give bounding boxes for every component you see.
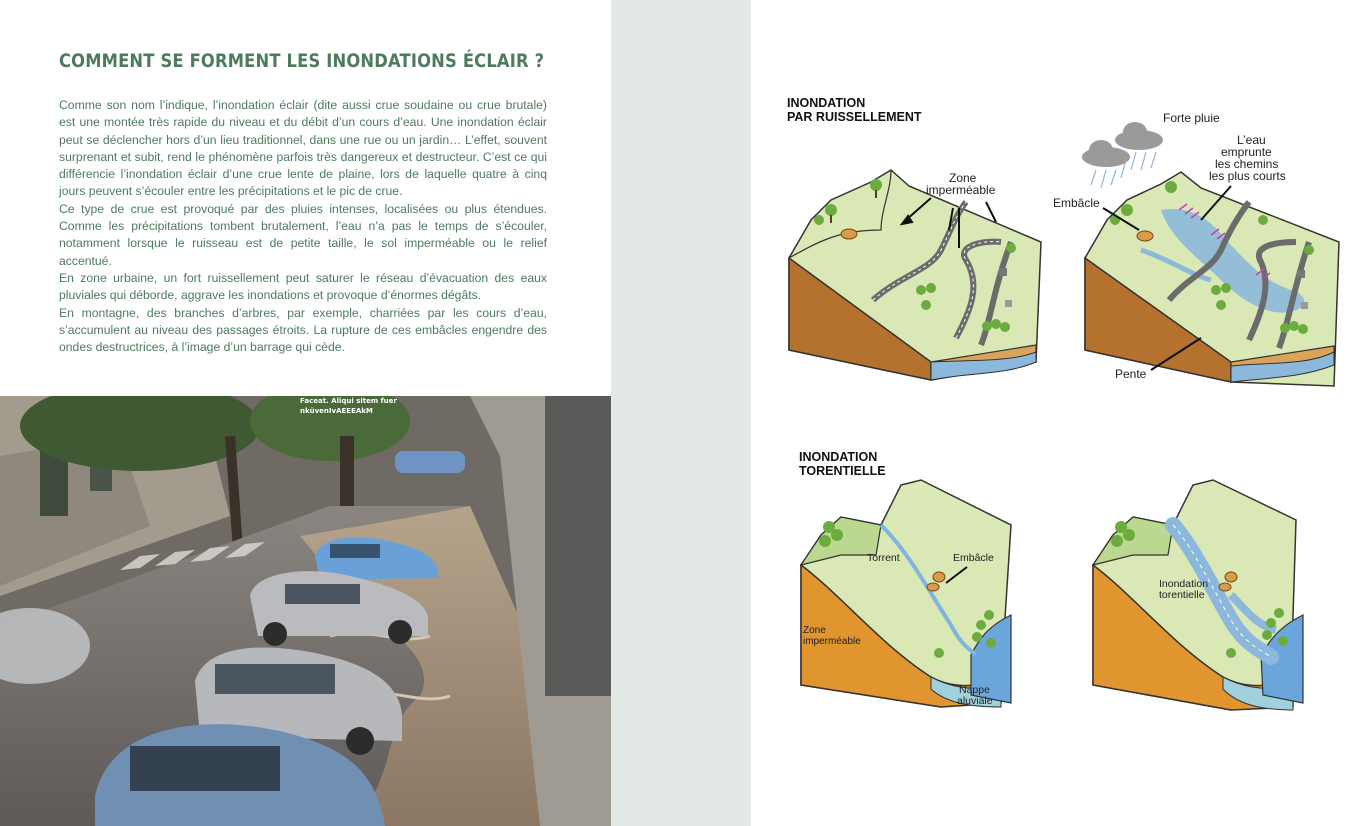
nappe-line2: aluviale [957,695,993,707]
forte-pluie-label: Forte pluie [1163,111,1220,125]
inondation-torentielle-line1: Inondation [1159,578,1209,590]
torentielle-before-svg [781,445,1051,735]
zone-impermeable-line1: Zone [949,171,977,185]
nappe-line1: Nappe [959,684,990,696]
torentielle-heading-line2: TORENTIELLE [799,464,886,478]
paragraph-3: En zone urbaine, un fort ruissellement peut saturer le réseau d’évacuation des eaux pluviales qui déborde, aggrave les inondations et provoque d’énormes dégâts. [59,270,547,303]
article-body [59,97,547,356]
ruissellement-before-svg [781,90,1051,390]
paragraph-4: En montagne, des branches d’arbres, par exemple, charriées par les cours d’eau, s’accumulent au niveau des passages étroits. La rupture de ces embâcles engendre des ondes destructrices, à l’image d’un barrage qui cède. [59,305,547,355]
left-page [0,0,611,826]
ruissellement-heading-line1: INONDATION [787,96,866,110]
eau-line4: les plus courts [1209,169,1286,183]
diagram-torentielle-before [781,445,1051,735]
photo-overlay-line2: nküvenIvAEEEAkM [300,407,373,415]
car-blue-far [395,451,465,473]
photo-overlay-line1: Faceat. Aliqui sitem fuer [300,397,397,405]
eau-line3: les chemins [1215,157,1279,171]
zone-imper-line1: Zone [803,625,826,636]
torentielle-heading-line1: INONDATION [799,450,878,464]
ruissellement-after-svg [1051,90,1351,390]
embacle-label: Embâcle [1053,196,1100,210]
article-title: COMMENT SE FORMENT LES INONDATIONS ÉCLAIR ? [59,50,545,72]
zone-impermeable-line2: imperméable [926,183,996,197]
zone-imper-line2: imperméable [803,636,861,647]
pente-label: Pente [1115,367,1147,381]
paragraph-1: Comme son nom l’indique, l’inondation éclair (dite aussi crue soudaine ou crue brutale) est une montée très rapide du niveau et du débit d’un cours d’eau. Une inondation éclair peut se déclencher hors d’un lieu traditionnel, dans une rue ou un jardin… L’effet, souvent surprenant et subit, rend le phénomène parfois très dangereux et destructeur. C’est ce qui différencie l’inondation éclair d’une crue lente de plaine, lors de laquelle quatre à cinq jours peuvent s’écouler entre les précipitations et le pic de crue. [59,98,547,199]
flood-street-illustration [0,396,611,826]
ruissellement-heading-line2: PAR RUISSELLEMENT [787,110,922,124]
eau-line1: L’eau [1237,133,1266,147]
diagram-ruissellement-before [781,90,1051,390]
rain-cloud-icon [1082,122,1163,167]
inondation-torentielle-line2: torentielle [1159,589,1205,601]
page-gutter [611,0,751,826]
torentielle-after-svg [1081,445,1351,735]
paragraph-2: Ce type de crue est provoqué par des pluies intenses, localisées ou plus étendues. Comme les précipitations tombent brutalement, l’eau n’a pas le temps de s’écouler, notamment lorsque le ruisseau est de petite taille, le sol imperméable ou le relief accentué. [59,201,547,268]
embacle-torentielle-label: Embâcle [953,552,994,564]
eau-line2: emprunte [1221,145,1272,159]
flood-street-photo [0,396,611,826]
diagram-ruissellement-after [1051,90,1351,390]
torrent-label: Torrent [867,552,900,564]
diagram-torentielle-after [1081,445,1351,735]
right-page [751,0,1364,826]
